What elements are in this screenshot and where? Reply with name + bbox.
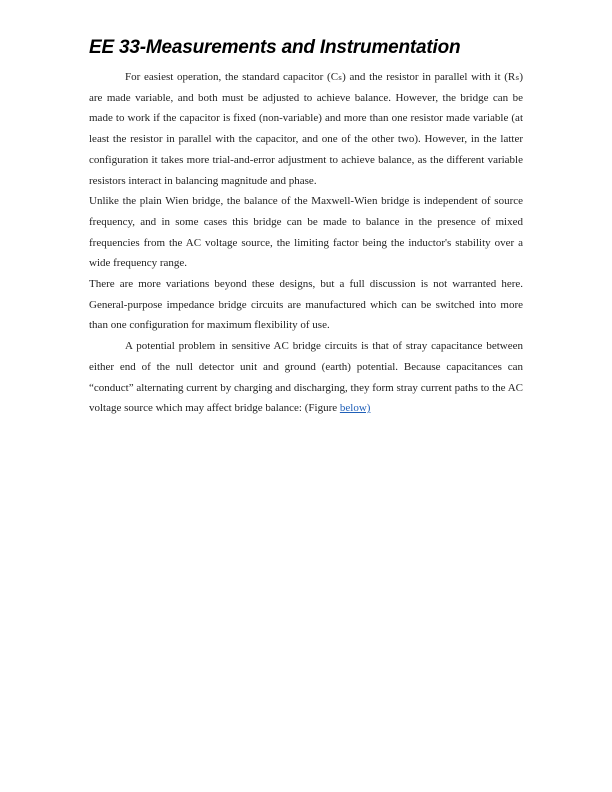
paragraph-2: Unlike the plain Wien bridge, the balance of the Maxwell-Wien bridge is independent of source frequency, and in some cases this bridge can be made to balance in the presence of mixed frequencies from the AC voltage source, the limiting factor being the inductor's stability over a wide frequency range.: [89, 195, 523, 270]
paragraph-4: [89, 336, 523, 419]
paragraph-1: For easiest operation, the standard capacitor (Cₛ) and the resistor in parallel with it (Rₛ) are made variable, and both must be adjusted to achieve balance. However, the bridge can be made to work if the capacitor is fixed (non-variable) and more than one resistor made variable (at least the resistor in parallel with the capacitor, and one of the other two). However, in the latter configuration it takes more trial-and-error adjustment to achieve balance, as the different variable resistors interact in balancing magnitude and phase.: [89, 71, 523, 187]
paragraph-3: There are more variations beyond these designs, but a full discussion is not warranted here. General-purpose impedance bridge circuits are manufactured which can be switched into more than one configuration for maximum flexibility of use.: [89, 278, 523, 332]
paragraph-4-text: A potential problem in sensitive AC bridge circuits is that of stray capacitance between either end of the null detector unit and ground (earth) potential. Because capacitances can “conduct” alternating current by charging and discharging, they form stray current paths to the AC voltage source which may affect bridge balance: (Figure: [89, 340, 523, 415]
figure-link[interactable]: below): [339, 402, 371, 415]
page-title: EE 33-Measurements and Instrumentation: [89, 37, 461, 58]
document-body: [89, 67, 523, 419]
